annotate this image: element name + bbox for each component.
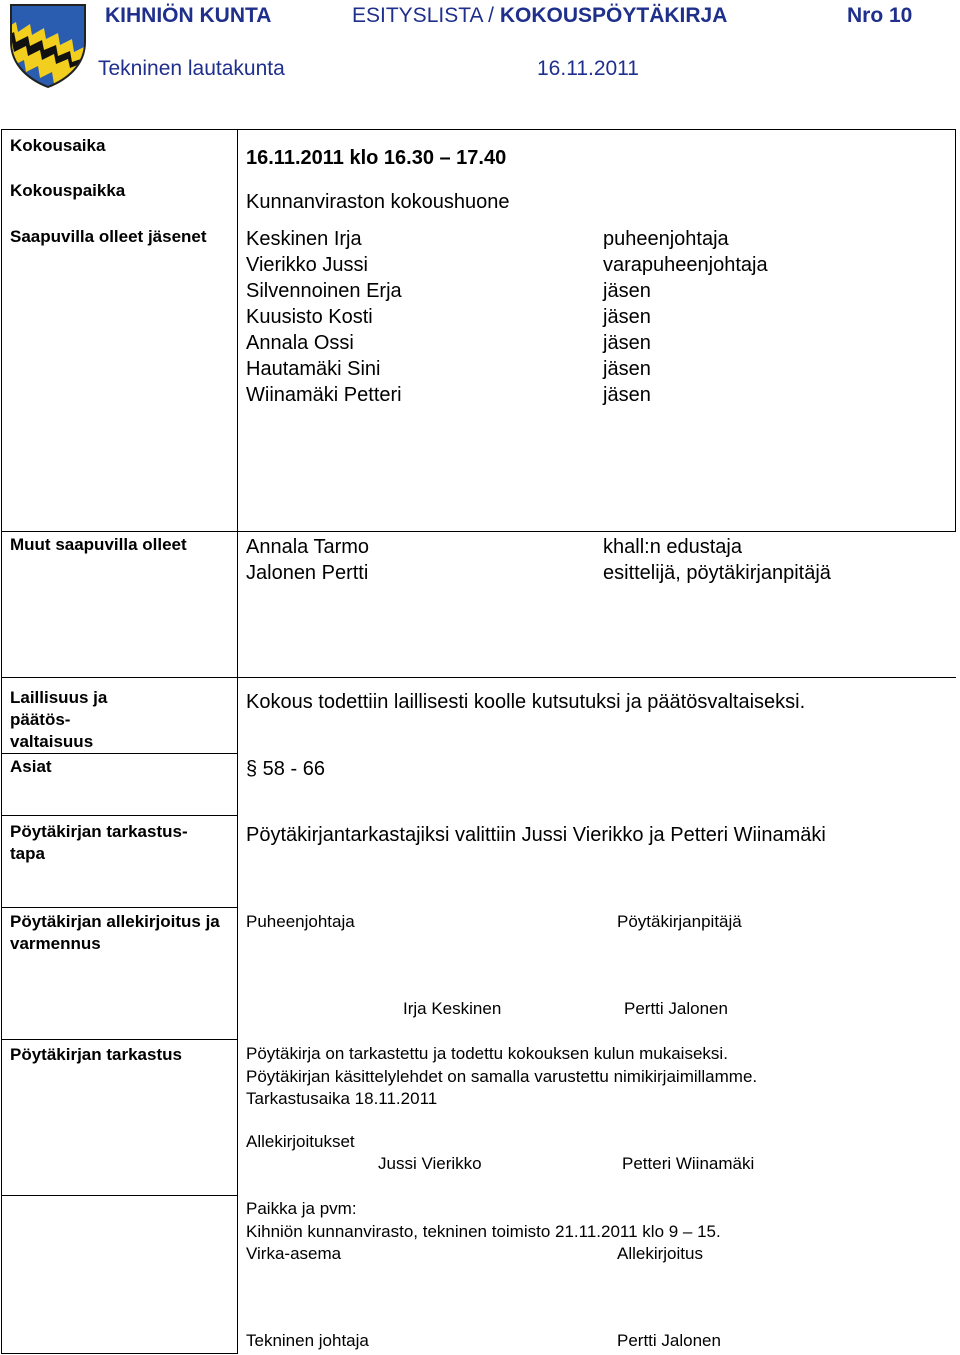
member-role: jäsen bbox=[603, 384, 651, 406]
meeting-place-label: Kokouspaikka bbox=[10, 181, 126, 200]
review-text-line: Pöytäkirja on tarkastettu ja todettu kokouksen kulun mukaiseksi. bbox=[246, 1044, 728, 1063]
certifier-name: Pertti Jalonen bbox=[617, 1331, 721, 1350]
member-role: jäsen bbox=[603, 358, 651, 380]
meeting-place-value: Kunnanviraston kokoushuone bbox=[246, 191, 510, 213]
review-text bbox=[246, 1043, 757, 1111]
member-role: varapuheenjohtaja bbox=[603, 254, 768, 276]
member-role: jäsen bbox=[603, 280, 651, 302]
items-label: Asiat bbox=[10, 757, 52, 776]
position-label: Virka-asema bbox=[246, 1244, 342, 1263]
chair-name: Irja Keskinen bbox=[403, 999, 502, 1018]
other-name: Jalonen Pertti bbox=[246, 562, 369, 584]
members-names-list bbox=[246, 226, 402, 408]
member-role: jäsen bbox=[603, 306, 651, 328]
chair-role: Puheenjohtaja bbox=[246, 912, 355, 931]
members-roles-list bbox=[603, 226, 768, 408]
document-type-bold: KOKOUSPÖYTÄKIRJA bbox=[499, 4, 728, 27]
others-roles-list bbox=[603, 534, 831, 586]
reviewer2-name: Petteri Wiinamäki bbox=[622, 1154, 755, 1173]
header-date: 16.11.2011 bbox=[537, 57, 639, 80]
document-type bbox=[352, 4, 727, 28]
items-value: § 58 - 66 bbox=[246, 758, 325, 780]
certification-block bbox=[246, 1198, 721, 1243]
secretary-name: Pertti Jalonen bbox=[624, 999, 728, 1018]
place-date-label: Paikka ja pvm: bbox=[246, 1199, 357, 1218]
meeting-time-value: 16.11.2011 klo 16.30 – 17.40 bbox=[246, 147, 507, 169]
other-role: esittelijä, pöytäkirjanpitäjä bbox=[603, 562, 831, 584]
member-name: Annala Ossi bbox=[246, 332, 354, 354]
meeting-time-label: Kokousaika bbox=[10, 136, 106, 155]
other-name: Annala Tarmo bbox=[246, 536, 370, 558]
member-role: puheenjohtaja bbox=[603, 228, 729, 250]
others-names-list bbox=[246, 534, 369, 586]
review-label: Pöytäkirjan tarkastus bbox=[10, 1045, 182, 1064]
board-name: Tekninen lautakunta bbox=[98, 57, 285, 80]
review-text-line: Tarkastusaika 18.11.2011 bbox=[246, 1089, 438, 1108]
signature-field-label: Allekirjoitus bbox=[617, 1244, 703, 1263]
legality-label: Laillisuus ja päätös-valtaisuus bbox=[10, 688, 108, 751]
review-method-label: Pöytäkirjan tarkastus-tapa bbox=[10, 822, 188, 863]
review-method-value: Pöytäkirjantarkastajiksi valittiin Jussi Vierikko ja Petteri Wiinamäki bbox=[246, 824, 826, 846]
certifier-position: Tekninen johtaja bbox=[246, 1331, 369, 1350]
signature-label: Pöytäkirjan allekirjoitus ja varmennus bbox=[10, 912, 220, 953]
other-role: khall:n edustaja bbox=[603, 536, 742, 558]
member-name: Wiinamäki Petteri bbox=[246, 384, 402, 406]
members-present-label: Saapuvilla olleet jäsenet bbox=[10, 227, 207, 246]
organization-name: KIHNIÖN KUNTA bbox=[105, 4, 272, 27]
member-name: Kuusisto Kosti bbox=[246, 306, 373, 328]
review-text-line: Pöytäkirjan käsittelylehdet on samalla varustettu nimikirjaimillamme. bbox=[246, 1066, 758, 1086]
legality-value: Kokous todettiin laillisesti koolle kutsutuksi ja päätösvaltaiseksi. bbox=[246, 691, 806, 713]
municipality-coat-of-arms-logo bbox=[8, 2, 88, 90]
document-type-prefix: ESITYSLISTA / bbox=[352, 4, 500, 27]
member-name: Keskinen Irja bbox=[246, 228, 362, 250]
signatures-label: Allekirjoitukset bbox=[246, 1132, 355, 1151]
member-role: jäsen bbox=[603, 332, 651, 354]
secretary-role: Pöytäkirjanpitäjä bbox=[617, 912, 742, 931]
others-present-label: Muut saapuvilla olleet bbox=[10, 535, 187, 554]
document-number: Nro 10 bbox=[847, 4, 913, 27]
member-name: Vierikko Jussi bbox=[246, 254, 368, 276]
member-name: Hautamäki Sini bbox=[246, 358, 381, 380]
reviewer1-name: Jussi Vierikko bbox=[378, 1154, 482, 1173]
member-name: Silvennoinen Erja bbox=[246, 280, 402, 302]
place-date-value: Kihniön kunnanvirasto, tekninen toimisto 21.11.2011 klo 9 – 15. bbox=[246, 1221, 721, 1241]
